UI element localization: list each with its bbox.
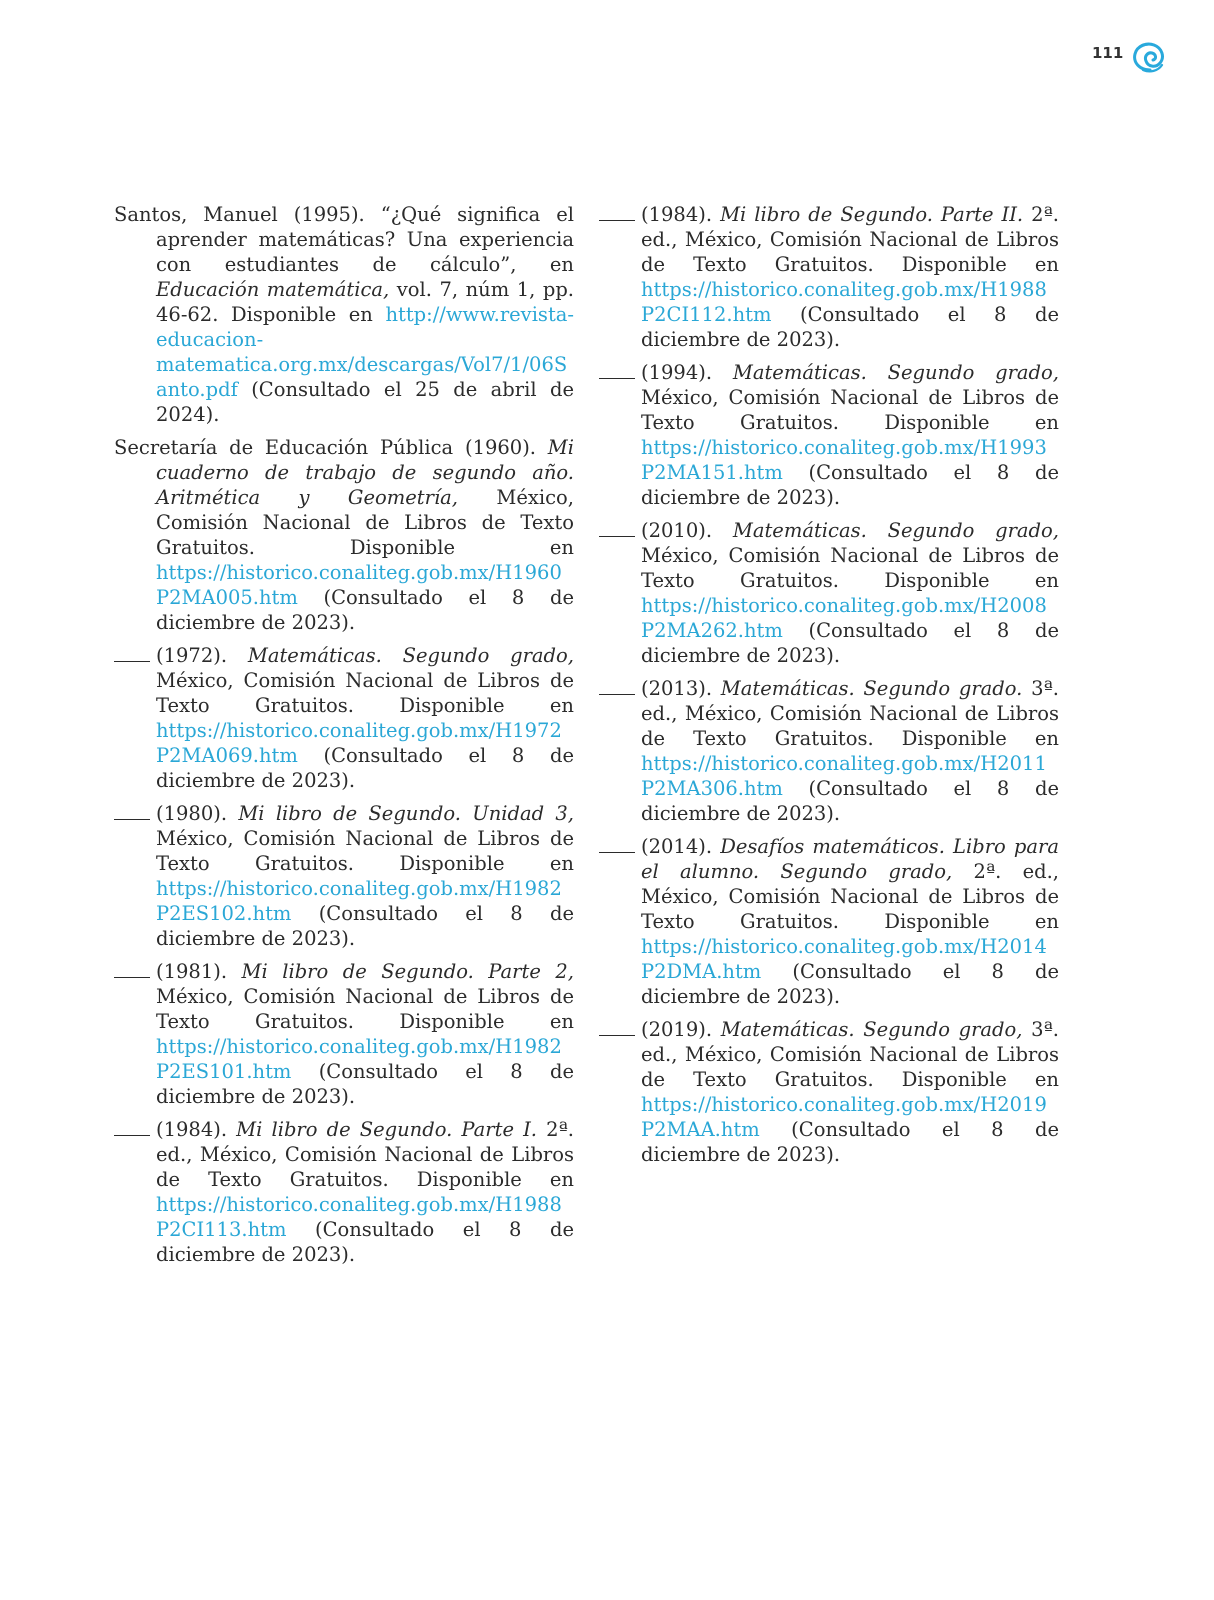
ditto-rule — [599, 378, 635, 379]
ditto-rule — [114, 661, 150, 662]
reference-link[interactable]: https://historico.conaliteg.gob.mx/H1982P2ES101.htm — [156, 1035, 562, 1083]
reference-link[interactable]: https://historico.conaliteg.gob.mx/H1993P2MA151.htm — [641, 436, 1047, 484]
bibliography-entry: (1984). Mi libro de Segundo. Parte I. 2ª. ed., México, Comisión Nacional de Libros de Texto Gratuitos. Disponible en https://historico.conaliteg.gob.mx/H1988P2CI113.htm (Consultado el 8 de diciembre de 2023). — [114, 1117, 574, 1267]
reference-link[interactable]: https://historico.conaliteg.gob.mx/H1972P2MA069.htm — [156, 719, 562, 767]
reference-link[interactable]: http://www.revista-educacion-matematica.org.mx/descargas/Vol7/1/06Santo.pdf — [156, 303, 574, 401]
reference-link[interactable]: https://historico.conaliteg.gob.mx/H1988P2CI113.htm — [156, 1193, 562, 1241]
reference-link[interactable]: https://historico.conaliteg.gob.mx/H2014P2DMA.htm — [641, 935, 1047, 983]
swirl-logo-icon — [1130, 38, 1170, 74]
bibliography-entry: Santos, Manuel (1995). “¿Qué significa el aprender matemáticas? Una experiencia con estudiantes de cálculo”, en Educación matemática, vol. 7, núm 1, pp. 46-62. Disponible en http://www.revista-educacion-matematica.org.mx/descargas/Vol7/1/06Santo.pdf (Consultado el 25 de abril de 2024). — [114, 203, 575, 426]
bibliography-entry: (2019). Matemáticas. Segundo grado, 3ª. ed., México, Comisión Nacional de Libros de Texto Gratuitos. Disponible en https://historico.conaliteg.gob.mx/H2019P2MAA.htm (Consultado el 8 de diciembre de 2023). — [599, 1017, 1059, 1167]
ditto-rule — [599, 694, 635, 695]
reference-link[interactable]: https://historico.conaliteg.gob.mx/H2019P2MAA.htm — [641, 1093, 1047, 1141]
bibliography-entry: (2013). Matemáticas. Segundo grado. 3ª. ed., México, Comisión Nacional de Libros de Texto Gratuitos. Disponible en https://historico.conaliteg.gob.mx/H2011P2MA306.htm (Consultado el 8 de diciembre de 2023). — [599, 676, 1059, 826]
ditto-rule — [114, 819, 150, 820]
bibliography-column-right — [599, 202, 1059, 1175]
bibliography-entry: (1994). Matemáticas. Segundo grado, México, Comisión Nacional de Libros de Texto Gratuitos. Disponible en https://historico.conaliteg.gob.mx/H1993P2MA151.htm (Consultado el 8 de diciembre de 2023). — [599, 360, 1059, 510]
bibliography-entry: (1981). Mi libro de Segundo. Parte 2, México, Comisión Nacional de Libros de Texto Gratuitos. Disponible en https://historico.conaliteg.gob.mx/H1982P2ES101.htm (Consultado el 8 de diciembre de 2023). — [114, 959, 574, 1109]
ditto-rule — [114, 1135, 150, 1136]
bibliography-entry: (1980). Mi libro de Segundo. Unidad 3, México, Comisión Nacional de Libros de Texto Gratuitos. Disponible en https://historico.conaliteg.gob.mx/H1982P2ES102.htm (Consultado el 8 de diciembre de 2023). — [114, 801, 574, 951]
page-number: 111 — [1092, 44, 1124, 62]
bibliography-entry: Secretaría de Educación Pública (1960). Mi cuaderno de trabajo de segundo año. Aritmética y Geometría, México, Comisión Nacional de Libros de Texto Gratuitos. Disponible en https://historico.conaliteg.gob.mx/H1960P2MA005.htm (Consultado el 8 de diciembre de 2023). — [114, 436, 574, 634]
reference-link[interactable]: https://historico.conaliteg.gob.mx/H1960P2MA005.htm — [156, 561, 562, 609]
ditto-rule — [599, 220, 635, 221]
ditto-rule — [599, 852, 635, 853]
bibliography-entry: (2010). Matemáticas. Segundo grado, México, Comisión Nacional de Libros de Texto Gratuitos. Disponible en https://historico.conaliteg.gob.mx/H2008P2MA262.htm (Consultado el 8 de diciembre de 2023). — [599, 518, 1059, 668]
reference-link[interactable]: https://historico.conaliteg.gob.mx/H1988P2CI112.htm — [641, 278, 1047, 326]
ditto-rule — [599, 536, 635, 537]
bibliography-entry: (1984). Mi libro de Segundo. Parte II. 2ª. ed., México, Comisión Nacional de Libros de Texto Gratuitos. Disponible en https://historico.conaliteg.gob.mx/H1988P2CI112.htm (Consultado el 8 de diciembre de 2023). — [599, 202, 1059, 352]
bibliography-entry: (1972). Matemáticas. Segundo grado, México, Comisión Nacional de Libros de Texto Gratuitos. Disponible en https://historico.conaliteg.gob.mx/H1972P2MA069.htm (Consultado el 8 de diciembre de 2023). — [114, 643, 574, 793]
reference-link[interactable]: https://historico.conaliteg.gob.mx/H1982P2ES102.htm — [156, 877, 562, 925]
reference-link[interactable]: https://historico.conaliteg.gob.mx/H2011P2MA306.htm — [641, 752, 1047, 800]
bibliography-column-left — [114, 202, 574, 1275]
ditto-rule — [599, 1035, 635, 1036]
ditto-rule — [114, 977, 150, 978]
reference-link[interactable]: https://historico.conaliteg.gob.mx/H2008P2MA262.htm — [641, 594, 1047, 642]
bibliography-entry: (2014). Desafíos matemáticos. Libro para el alumno. Segundo grado, 2ª. ed., México, Comisión Nacional de Libros de Texto Gratuitos. Disponible en https://historico.conaliteg.gob.mx/H2014P2DMA.htm (Consultado el 8 de diciembre de 2023). — [599, 834, 1059, 1009]
